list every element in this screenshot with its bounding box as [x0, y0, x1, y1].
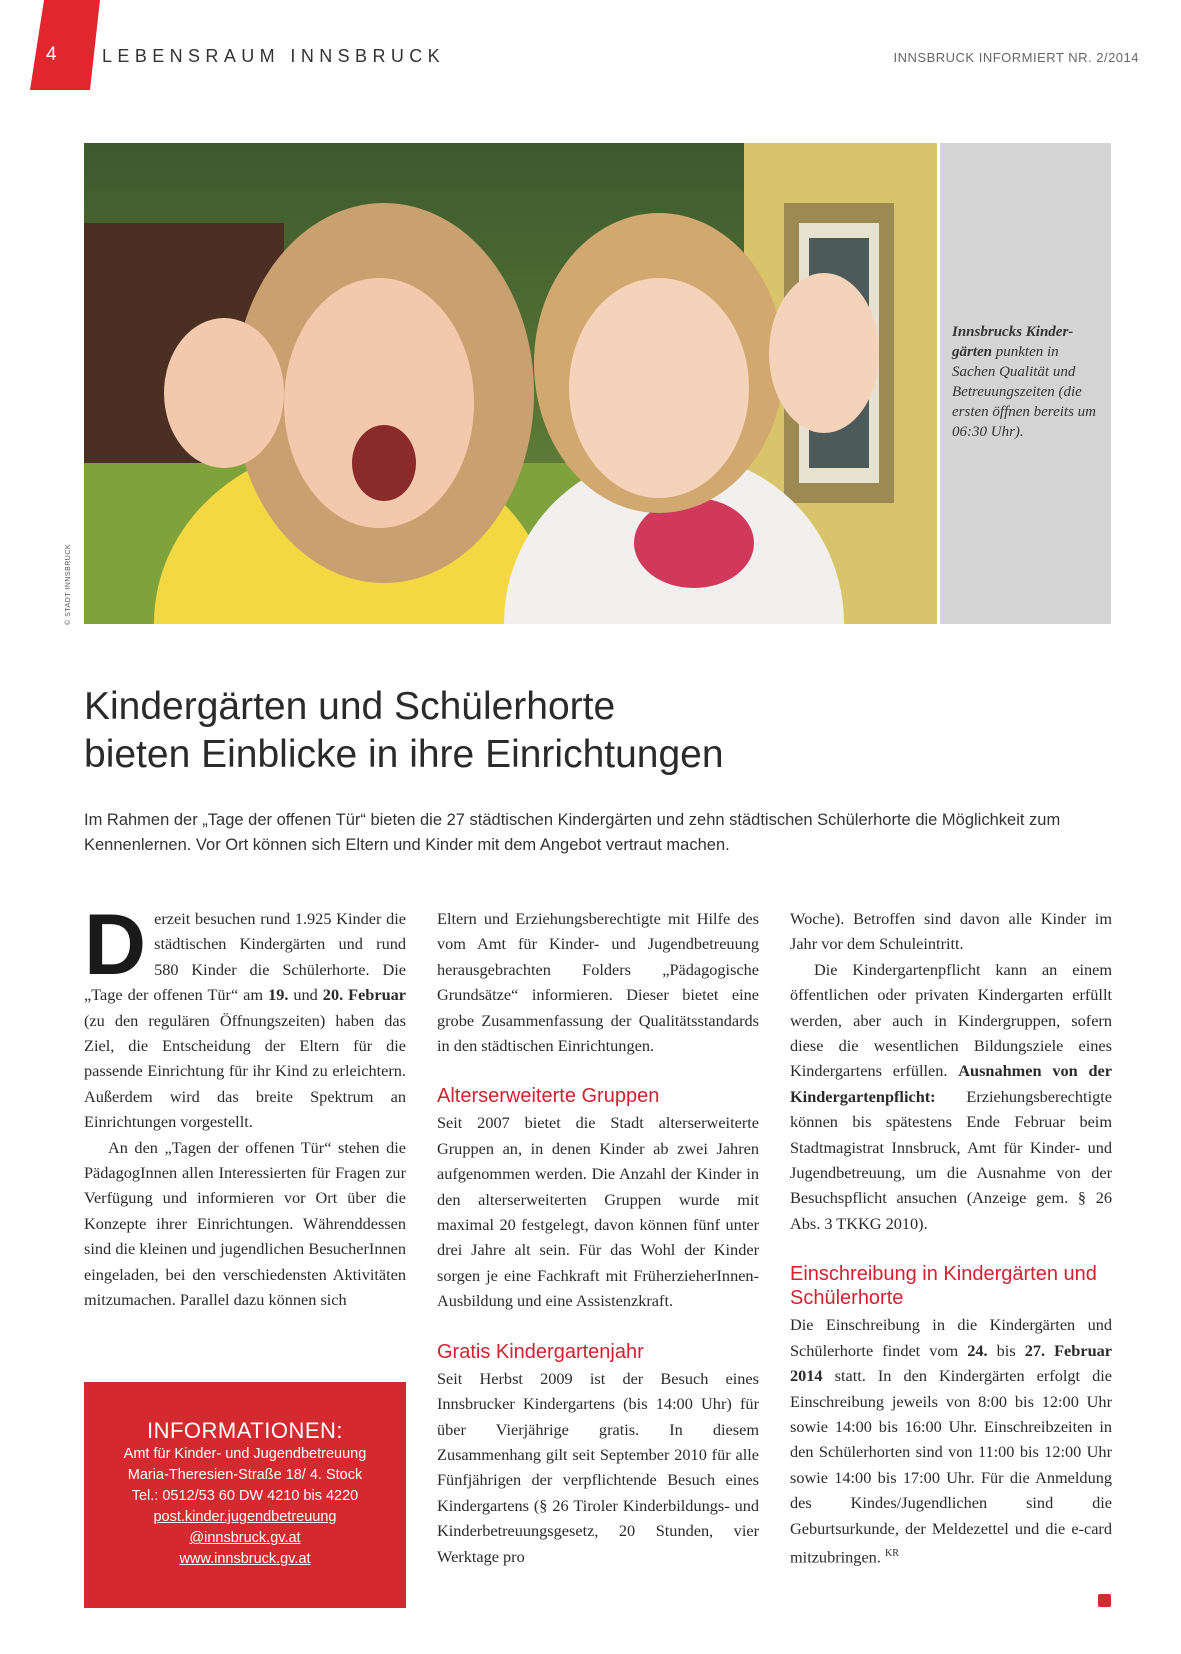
info-email-link-1[interactable]: post.kinder.jugendbetreuung [153, 1509, 337, 1525]
page-number: 4 [46, 44, 57, 65]
column-1 [84, 897, 406, 1313]
issue-label: INNSBRUCK INFORMIERT NR. 2/2014 [893, 50, 1139, 65]
p8-text-c: statt. In den Kindergärten erfolgt die Einschreibung jeweils von 8:00 bis 12:00 Uhr sowie 14:00 bis 16:00 Uhr. Einschreibzeiten in den Schülerhorten sind von 11:00 bis 12:00 Uhr sowie 14:00 bis 17:00 Uhr. Für die Anmeldung des Kindes/Jugendlichen sind die Geburtsurkunde, der Meldezettel und die e-card mitzubringen. [790, 1366, 1112, 1567]
p7-bold: Ausnahmen von der Kindergartenpflicht: [790, 1061, 1112, 1106]
caption-text: punkten in Sachen Qualität und Betreuungszeiten (die ersten öffnen bereits um 06:30 Uhr). [952, 344, 1097, 440]
p8-text-b: bis [987, 1340, 1025, 1360]
headline-line-1: Kindergärten und Schülerhorte [84, 685, 616, 728]
column-3 [790, 906, 1112, 1570]
info-box [84, 1382, 406, 1608]
headline-line-2: bieten Einblicke in ihre Einrichtungen [84, 733, 724, 776]
headline [84, 683, 1104, 779]
end-mark-icon [1098, 1594, 1111, 1607]
paragraph-3: Eltern und Erziehungsberechtigte mit Hilfe des vom Amt für Kinder- und Jugendbetreuung herausgebrachten Folders „Pädagogische Grundsätze“ informieren. Dieser bietet eine grobe Zusammenfassung der Qualitätsstandards in den städtischen Einrichtungen. [437, 909, 759, 1056]
paragraph-8 [790, 1312, 1112, 1569]
caption-bold: Innsbrucks Kinder-gärten [952, 324, 1074, 360]
section-title: LEBENSRAUM INNSBRUCK [102, 46, 446, 66]
info-office: Amt für Kinder- und Jugendbetreuung [123, 1446, 367, 1462]
p7-text-b: Erziehungsberechtigte können bis spätestens Ende Februar beim Stadtmagistrat Innsbruck, Amt für Kinder- und Jugendbetreuung, um die Ausnahme von der Besuchspflicht ansuchen (Anzeige gem. § 26 Abs. 3 TKKG 2010). [790, 1086, 1112, 1233]
author-initials: KR [884, 1547, 899, 1559]
info-phone: Tel.: 0512/53 60 DW 4210 bis 4220 [131, 1488, 359, 1504]
subhead-einschreibung: Einschreibung in Kindergärten und Schülerhorte [790, 1263, 1097, 1310]
lead-paragraph: Im Rahmen der „Tage der offenen Tür“ bieten die 27 städtischen Kindergärten und zehn städtischen Schülerhorte die Möglichkeit zum Kennenlernen. Vor Ort können sich Eltern und Kinder mit dem Angebot vertraut machen. [84, 811, 1061, 854]
article-photo [84, 143, 937, 624]
paragraph-2: An den „Tagen der offenen Tür“ stehen die PädagogInnen allen Interessierten für Fragen zur Verfügung und informieren vor Ort über die Konzepte ihrer Einrichtungen. Währenddessen sind die kleinen und jugendlichen BesucherInnen eingeladen, bei den verschiedensten Aktivitäten mitzumachen. Parallel dazu können sich [84, 1137, 406, 1310]
info-title: INFORMATIONEN: [146, 1418, 344, 1443]
p8-text-a: Die Einschreibung in die Kindergärten und Schülerhorte findet vom [790, 1315, 1112, 1360]
column-2 [437, 906, 759, 1569]
p8-bold-1: 24. [967, 1340, 988, 1360]
page-tab [30, 0, 100, 90]
p1-text-b: und [288, 985, 323, 1005]
dropcap: D [84, 897, 147, 993]
paragraph-1 [84, 897, 406, 1135]
p1-text-c: (zu den regulären Öffnungszeiten) haben das Ziel, die Entscheidung der Eltern für die passende Einrichtung für ihr Kind zu erleichtern. Außerdem wird das breite Spektrum an Einrichtungen vorgestellt. [84, 1010, 406, 1132]
paragraph-4: Seit 2007 bietet die Stadt alterserweiterte Gruppen an, in denen Kinder ab zwei Jahren aufgenommen werden. Die Anzahl der Kinder in den alterserweiterten Gruppen wurde mit maximal 20 festgelegt, davon können fünf unter drei Jahre alt sein. Für das Wohl der Kinder sorgen je eine Fachkraft mit FrüherzieherInnen-Ausbildung und eine Assistenzkraft. [437, 1113, 759, 1311]
p1-text-a: erzeit besuchen rund 1.925 Kinder die städtischen Kindergärten und rund 580 Kinder die Schülerhorte. Die „Tage der offenen Tür“ am [84, 909, 406, 1005]
info-address: Maria-Theresien-Straße 18/ 4. Stock [127, 1467, 363, 1483]
paragraph-6: Woche). Betroffen sind davon alle Kinder im Jahr vor dem Schuleintritt. [790, 909, 1112, 954]
p1-bold-2: 20. Februar [322, 985, 406, 1005]
subhead-alterserweiterte: Alterserweiterte Gruppen [437, 1085, 660, 1108]
p8-bold-2: 27. Februar 2014 [790, 1340, 1112, 1386]
info-email-link-2[interactable]: @innsbruck.gv.at [189, 1530, 301, 1546]
subhead-gratis: Gratis Kindergartenjahr [437, 1340, 644, 1363]
info-web-link[interactable]: www.innsbruck.gv.at [179, 1551, 311, 1567]
paragraph-7 [790, 957, 1112, 1236]
paragraph-5: Seit Herbst 2009 ist der Besuch eines Innsbrucker Kindergartens (bis 14:00 Uhr) für über Vierjährige gratis. In diesem Zusammenhang gilt seit September 2010 für alle Fünfjährigen der verpflichtende Besuch eines Kindergartens (§ 26 Tiroler Kinderbildungs- und Kinderbetreuungsgesetz, 20 Stunden, vier Werktage pro [437, 1368, 759, 1566]
photo-copyright: © STADT INNSBRUCK [65, 543, 72, 625]
p1-bold-1: 19. [268, 985, 289, 1005]
p7-text-a: Die Kindergartenpflicht kann an einem öffentlichen oder privaten Kindergarten erfüllt werden, aber auch in Kindergruppen, sofern diese die wesentlichen Bildungsziele eines Kindergartens erfüllen. [790, 959, 1112, 1081]
photo-caption [952, 322, 1102, 442]
